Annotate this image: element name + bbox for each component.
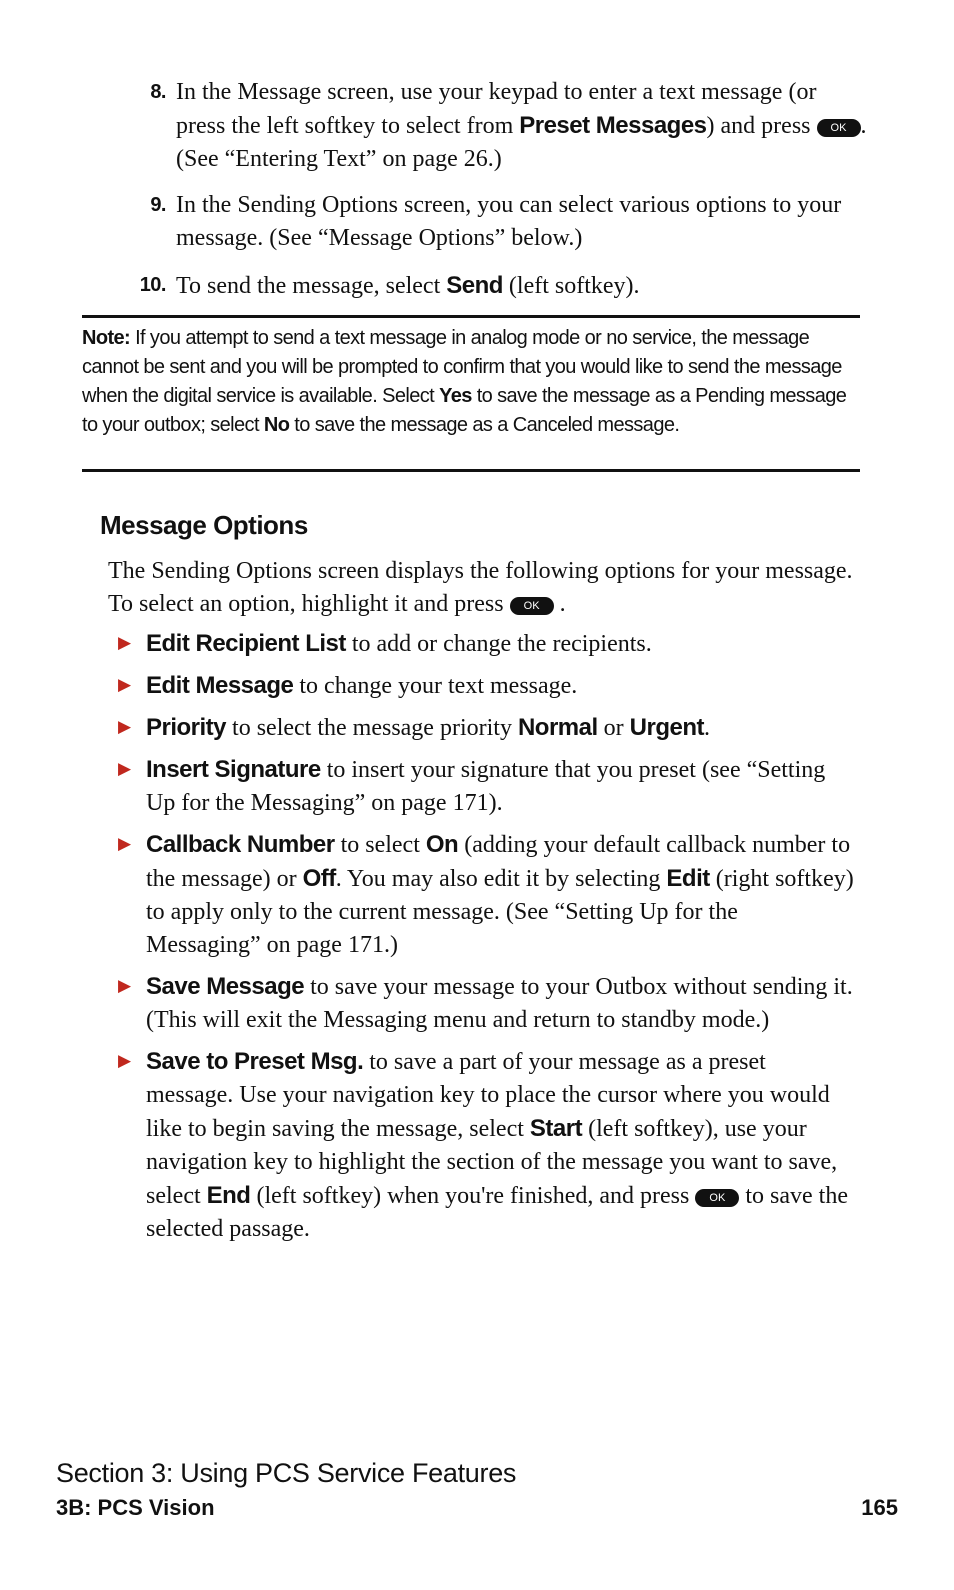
text: To send the message, select xyxy=(176,273,447,299)
text: to select the message priority xyxy=(226,715,518,741)
step-number: 9. xyxy=(150,194,166,216)
step-9 xyxy=(128,189,868,255)
note-box xyxy=(82,315,860,472)
text: to save your message to your Outbox without sending it. (This will exit the Messaging menu and return to standby mode.) xyxy=(146,974,853,1033)
text: If you attempt to send a text message in analog mode or no service, the message cannot be sent and you will be prompted to confirm that you would like to send the message when the digital service is available. Select xyxy=(82,327,842,407)
bold-term: End xyxy=(206,1182,251,1209)
ok-key-icon: OK xyxy=(695,1189,739,1207)
bold-term: Edit Recipient List xyxy=(146,630,346,657)
bold-term: Edit Message xyxy=(146,672,294,699)
list-item-text xyxy=(146,711,858,745)
text: In the Message screen, use your keypad to enter a text message (or press the left softkey to select from xyxy=(176,79,817,139)
intro-paragraph xyxy=(108,555,858,621)
step-text xyxy=(176,269,868,303)
list-item xyxy=(118,753,858,820)
text: . xyxy=(703,715,710,741)
triangle-right-icon: ▶ xyxy=(118,633,132,653)
text: to save a part of your message as a preset message. Use your navigation key to place the cursor where you would like to begin saving the message, select xyxy=(146,1049,830,1142)
footer-section-title: Section 3: Using PCS Service Features xyxy=(56,1458,517,1488)
triangle-right-icon: ▶ xyxy=(118,834,132,854)
triangle-right-icon: ▶ xyxy=(118,675,132,695)
section-heading: Message Options xyxy=(100,510,308,540)
ok-key-icon: OK xyxy=(510,597,554,615)
text: ) and press xyxy=(706,113,817,139)
text: to change your text message. xyxy=(293,673,578,699)
list-item-text xyxy=(146,1045,858,1246)
text: to save the selected passage. xyxy=(146,1183,848,1242)
step-number: 10. xyxy=(139,274,166,296)
text: . xyxy=(553,591,566,617)
list-item-text xyxy=(146,627,858,661)
text: . (See “Entering Text” on page 26.) xyxy=(176,113,867,172)
text: (left softkey). xyxy=(502,273,640,299)
page-number: 165 xyxy=(861,1495,898,1520)
list-item-text xyxy=(146,970,858,1037)
text: . You may also edit it by selecting xyxy=(335,866,667,892)
list-item xyxy=(118,711,858,745)
options-list xyxy=(118,627,858,1254)
triangle-right-icon: ▶ xyxy=(118,759,132,779)
text: to add or change the recipients. xyxy=(345,631,652,657)
list-item xyxy=(118,627,858,661)
text: to insert your signature that you preset (see “Setting Up for the Messaging” on page 171). xyxy=(146,757,826,816)
list-item xyxy=(118,970,858,1037)
note-label: Note: xyxy=(82,327,131,349)
text: or xyxy=(597,715,630,741)
bold-term: Priority xyxy=(146,714,227,741)
step-8 xyxy=(128,76,868,176)
triangle-right-icon: ▶ xyxy=(118,976,132,996)
bold-term: Urgent xyxy=(629,714,704,741)
step-text xyxy=(176,76,868,176)
text: (right softkey) to apply only to the current message. (See “Setting Up for the Messaging” on page 171.) xyxy=(146,866,854,958)
step-text: In the Sending Options screen, you can select various options to your message. (See “Message Options” below.) xyxy=(176,192,842,251)
list-item xyxy=(118,669,858,703)
bold-term: Off xyxy=(302,865,336,892)
step-number: 8. xyxy=(150,81,166,103)
bold-term: Callback Number xyxy=(146,831,335,858)
bold-term: Normal xyxy=(517,714,598,741)
bold-term: On xyxy=(425,831,459,858)
bold-term: Save Message xyxy=(146,973,305,1000)
text: to select xyxy=(334,832,426,858)
list-item xyxy=(118,1045,858,1246)
ok-key-icon: OK xyxy=(817,119,861,137)
list-item-text xyxy=(146,828,858,962)
bold-term: Insert Signature xyxy=(146,756,321,783)
text: The Sending Options screen displays the following options for your message. To select an option, highlight it and press xyxy=(108,558,853,617)
text: (left softkey), use your navigation key to highlight the section of the message you want to save, select xyxy=(146,1116,838,1209)
text: to save the message as a Canceled message. xyxy=(289,414,680,436)
list-item-text xyxy=(146,753,858,820)
text: (left softkey) when you're finished, and press xyxy=(250,1183,696,1209)
bold-term: No xyxy=(263,414,290,436)
list-item-text xyxy=(146,669,858,703)
bold-term: Send xyxy=(446,272,503,299)
step-10 xyxy=(128,269,868,303)
bold-term: Yes xyxy=(439,385,472,407)
triangle-right-icon: ▶ xyxy=(118,1051,132,1071)
text: to save the message as a Pending message to your outbox; select xyxy=(82,385,847,436)
list-item xyxy=(118,828,858,962)
bold-term: Start xyxy=(529,1115,583,1142)
footer-chapter: 3B: PCS Vision xyxy=(56,1495,215,1520)
triangle-right-icon: ▶ xyxy=(118,717,132,737)
text: (adding your default callback number to the message) or xyxy=(146,832,851,892)
bold-term: Save to Preset Msg. xyxy=(146,1048,364,1075)
bold-term: Preset Messages xyxy=(519,112,707,139)
bold-term: Edit xyxy=(666,865,710,892)
